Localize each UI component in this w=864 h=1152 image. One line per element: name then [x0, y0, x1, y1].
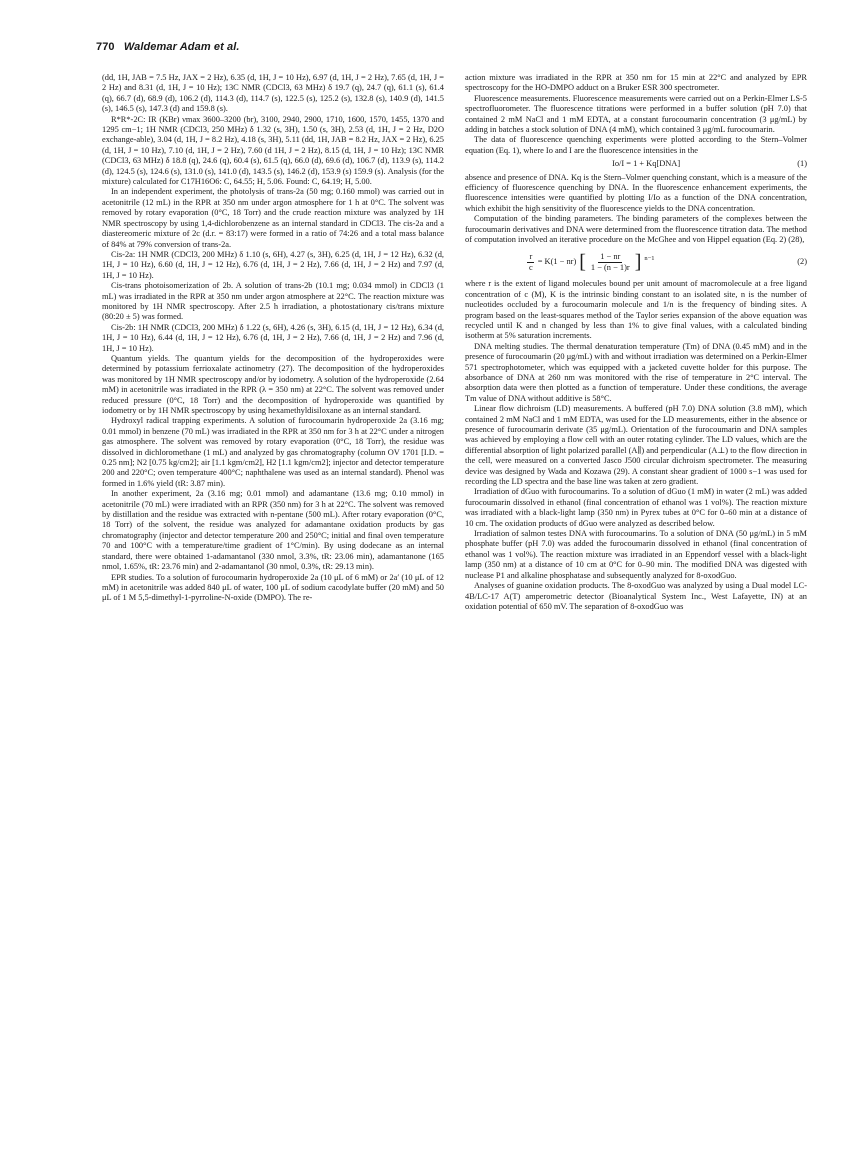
paragraph: In another experiment, 2a (3.16 mg; 0.01 mmol) and adamantane (13.6 mg; 0.10 mmol) in acetonitrile (70 mL) were irradiated with an RPR (350 nm) for 3 h at 22°C. The solvent was removed by distillation and the residue was extracted with n-pentane (500 mL). After rotary evaporation (0°C, 18 Torr) of the solvent, the residue was analyzed for adamantane oxidation products by gas chromatography (injector and detector temperature 200 and 250°C; initial and final oven temperature 70 and 100°C with a temperature/time gradient of 1°C/min). By using dodecane as an internal standard, there were obtained 1-adamantanol (330 nmol, 3.3%, tR: 23.06 min), adamantanone (165 nmol, 1.65%, tR: 23.76 min) and 2-adamantanol (30 nmol, 0.3%, tR: 29.13 min).	[102, 489, 444, 572]
paragraph: Hydroxyl radical trapping experiments. A solution of furocoumarin hydroperoxide 2a (3.16 mg; 0.01 mmol) in benzene (70 mL) was irradiated in the RPR at 350 nm for 3 h at 22°C under a nitrogen gas atmosphere. The solvent was removed by rotary evaporation (0°C, 18 Torr), the residue was dissolved in dichloromethane (1 mL) and analyzed by gas chromatography (column OV 1701 [I.D. = 0.25 nm]; N2 [0.75 kg/cm2]; air [1.1 kgm/cm2], H2 [1.1 kgm/cm2]; injector and detector temperature 200 and 220°C; oven temperature 400°C; naphthalene was used as an internal standard). Phenol was formed in 1.6% yield (tR: 3.87 min).	[102, 416, 444, 488]
paragraph: Quantum yields. The quantum yields for the decomposition of the hydroperoxides were determined by potassium ferrioxalate actinometry (27). The decomposition of the hydroperoxides was monitored by 1H NMR spectroscopy and/or by iodometry. A solution of the hydroperoxide (2.64 mM) in acetonitrile was irradiated in the RPR (λ = 350 nm) at 22°C. The solvent was removed under reduced pressure (0°C, 18 Torr) and the decomposition of hydroperoxide was quantified by iodometry or by 1H NMR spectroscopy by using hexamethyldisiloxane as an internal standard.	[102, 353, 444, 415]
paragraph: Irradiation of salmon testes DNA with furocoumarins. To a solution of DNA (50 μg/mL) in 5 mM phosphate buffer (pH 7.0) was added the furocoumarin dissolved in ethanol (final concentration of ethanol was 1 vol%). The reaction mixture was irradiated in an Eppendorf vessel with a black-light lamp (350 nm) at a distance of 10 cm at 0°C for 0–90 min. The modified DNA was digested with nuclease P1 and alkaline phosphatase and subsequently analyzed for 8-oxodGuo.	[465, 529, 807, 580]
page-number: 770	[96, 41, 115, 53]
paragraph: EPR studies. To a solution of furocoumarin hydroperoxide 2a (10 μL of 6 mM) or 2a′ (10 μL of 12 mM) in acetonitrile was added 840 μL of water, 100 μL of sodium cacodylate buffer (20 mM) and 50 μL of 1 M 5,5-dimethyl-1-pyrroline-N-oxide (DMPO). The re-	[102, 572, 444, 603]
paragraph: absence and presence of DNA. Kq is the Stern–Volmer quenching constant, which is a measure of the efficiency of fluorescence quenching by DNA. In the fluorescence enhancement experiments, the fluorescence intensities were quantified by plotting I/Io as a function of the DNA concentration, which exhibit the high sensitivity of the fluorescence yields to the DNA concentration.	[465, 172, 807, 213]
equation-2: $\frac{r}{c}$ = K(1 − nr) [ $\frac{1 - nr}{1 - (n - 1)r}$ ] $^{n-1}$ (2)	[529, 251, 807, 274]
paragraph: Irradiation of dGuo with furocoumarins. To a solution of dGuo (1 mM) in water (2 mL) was added furocoumarin dissolved in ethanol (final concentration of ethanol was 1 vol%). The reaction mixture was irradiated with a black-light lamp (350 nm) in Pyrex tubes at 0°C for 0–60 min at a distance of 10 cm. The oxidation products of dGuo were analyzed as described below.	[465, 487, 807, 528]
paragraph: DNA melting studies. The thermal denaturation temperature (Tm) of DNA (0.45 mM) and in the presence of furocoumarin (20 μg/mL) with and without irradiation was determined on a Perkin-Elmer 571 spectrophotometer, which was equipped with a jacketed cuvette holder for this purpose. The absorbance of DNA at 260 nm was monitored with the rise of temperature in 2°C interval. The absorption data were then plotted as a function of temperature. Under these conditions, the average Tm value of DNA without additive is 58°C.	[465, 341, 807, 403]
equation-1-expression: Io/I = 1 + Kq[DNA]	[612, 159, 681, 169]
paragraph: action mixture was irradiated in the RPR at 350 nm for 15 min at 22°C and analyzed by EPR spectroscopy for the HO-DMPO adduct on a Bruker ESR 300 spectrometer.	[465, 73, 807, 93]
running-header	[96, 41, 240, 53]
paragraph: The data of fluorescence quenching experiments were plotted according to the Stern–Volmer equation (Eq. 1), where Io and I are the fluorescence intensities in the	[465, 135, 807, 155]
equation-1-number: (1)	[797, 159, 807, 169]
equation-2-exponent: n−1	[644, 254, 655, 262]
equation-2-lhs: $\frac{r}{c}$	[529, 251, 533, 272]
right-column	[465, 73, 807, 612]
paragraph: R*R*-2C: IR (KBr) νmax 3600–3200 (br), 3100, 2940, 2900, 1710, 1600, 1570, 1455, 1370 and 1295 cm−1; 1H NMR (CDCl3, 250 MHz) δ 1.32 (s, 3H), 1.50 (s, 3H), 2.53 (d, 1H, J = 2 Hz, D2O exchange-able), 3.04 (d, 1H, J = 8.2 Hz), 4.18 (s, 3H), 5.11 (dd, 1H, JAB = 8.2 Hz, JAX = 2 Hz), 6.25 (d, 1H, J = 10 Hz), 7.10 (d, 1H, J = 2 Hz), 7.60 (d 1H, J = 2 Hz), 8.15 (d, 1H, J = 10 Hz); 13C NMR (CDCl3, 63 MHz) δ 18.8 (q), 24.6 (q), 60.4 (s), 61.5 (q), 66.0 (d), 69.6 (d), 106.7 (d), 113.9 (s), 114.2 (d), 124.5 (s), 124.6 (s), 131.0 (s), 141.0 (d), 143.5 (s), 146.2 (d), 153.9 (s) 159.9 (s). Analysis (for the mixture) calculated for C17H16O6: C, 64.55; H, 5.06. Found: C, 64.19; H, 5.00.	[102, 114, 444, 187]
paragraph: Linear flow dichroism (LD) measurements. A buffered (pH 7.0) DNA solution (3.8 mM), which contained 2 mM NaCl and 1 mM EDTA, was used for the LD measurements, either in the absence or presence of furocoumarin derivate (35 μg/mL). Orientation of the furocoumarin and DNA samples was achieved by employing a flow cell with an outer rotating cylinder. The LD values, which are the differential absorption of light polarized parallel (A∥) and perpendicular (A⊥) to the flow direction in the cell, were measured on a converted Jasco J500 circular dichroism spectrometer. The measuring device was designed by Wada and Kozawa (29). A constant shear gradient of 1000 s−1 was used for recording the LD spectra and the base line was taken at zero gradient.	[465, 404, 807, 487]
paragraph: Cis-2a: 1H NMR (CDCl3, 200 MHz) δ 1.10 (s, 6H), 4.27 (s, 3H), 6.25 (d, 1H, J = 12 Hz), 6.32 (d, 1H, J = 10 Hz), 6.60 (d, 1H, J = 12 Hz), 6.76 (d, 1H, J = 2 Hz), 7.66 (d, 1H, J = 2 Hz) and 7.97 (d, 1H, J = 10 Hz).	[102, 249, 444, 280]
paragraph: Analyses of guanine oxidation products. The 8-oxodGuo was analyzed by using a Dual model LC-4B/LC-17 A(T) amperometric detector (Bioanalytical System Inc., West Lafayette, IN) at an oxidation potential of 650 mV. The separation of 8-oxodGuo was	[465, 581, 807, 611]
equation-2-fraction: $\frac{1 - nr}{1 - (n - 1)r}$	[590, 251, 630, 272]
paragraph: Cis-2b: 1H NMR (CDCl3, 200 MHz) δ 1.22 (s, 6H), 4.26 (s, 3H), 6.15 (d, 1H, J = 12 Hz), 6.34 (d, 1H, J = 10 Hz), 6.44 (d, 1H, J = 12 Hz), 6.76 (d, 1H, J = 2 Hz), 7.66 (d, 1H, J = 2 Hz) and 7.96 (d, 1H, J = 10 Hz).	[102, 322, 444, 353]
equation-1	[465, 159, 807, 169]
running-author: Waldemar Adam et al.	[123, 41, 240, 53]
left-column	[102, 73, 444, 604]
paragraph: (dd, 1H, JAB = 7.5 Hz, JAX = 2 Hz), 6.35 (d, 1H, J = 10 Hz), 6.97 (d, 1H, J = 2 Hz), 7.65 (d, 1H, J = 2 Hz) and 8.31 (d, 1H, J = 10 Hz); 13C NMR (CDCl3, 63 MHz) δ 19.7 (q), 24.7 (q), 61.1 (s), 61.4 (q), 66.7 (d), 68.9 (d), 106.2 (d), 114.3 (d), 114.7 (s), 122.5 (s), 125.2 (s), 132.8 (s), 140.9 (d), 141.5 (s), 146.5 (s), 147.3 (d) and 159.8 (s).	[102, 73, 444, 114]
equation-2-number: (2)	[797, 257, 807, 267]
paragraph: In an independent experiment, the photolysis of trans-2a (50 mg; 0.160 mmol) was carried out in acetonitrile (12 mL) in the RPR at 350 nm under argon atmosphere for 1 h at 0°C. The solvent was removed by rotary evaporation (0°C, 18 Torr) and the crude reaction mixture was analyzed by 1H NMR spectroscopy by using 1,4-dichlorobenzene as an internal standard in CDCl3. The cis-2a and a diastereomeric mixture of 2c (d.r. = 83:17) were formed in a ratio of 74:26 and a total mass balance of 84% at 79% conversion of trans-2a.	[102, 187, 444, 249]
paragraph: Fluorescence measurements. Fluorescence measurements were carried out on a Perkin-Elmer LS-5 spectrofluorometer. The fluorescence titrations were performed in a buffer solution (pH 7.0) that contained 2 mM NaCl and 1 mM EDTA, at a constant furocoumarin concentration (3 μg/mL) by adding in batches a stock solution of DNA (4 mM), which contained 3 μg/mL furocoumarin.	[465, 93, 807, 135]
paragraph: Computation of the binding parameters. The binding parameters of the complexes between the furocoumarin derivatives and DNA were determined from the fluorescence titration data. The method of computation involved an iterative procedure on the McGhee and von Hippel equation (Eq. 2) (28),	[465, 214, 807, 245]
paragraph: where r is the extent of ligand molecules bound per unit amount of macromolecule at a free ligand concentration of c (M), K is the intrinsic binding constant to an isolated site, n is the number of nucleotides occluded by a furocoumarin molecule and 1/n is the frequency of binding sites. A program based on the least-squares method of the Taylor series expansion of the above equation was recycled until K and n changed by less than 1% to give final values, with a calculated binding isotherm at 5% saturation increments.	[465, 279, 807, 341]
equation-2-middle: = K(1 − nr)	[537, 257, 577, 267]
paragraph: Cis-trans photoisomerization of 2b. A solution of trans-2b (10.1 mg; 0.034 mmol) in CDCl3 (1 mL) was irradiated in the RPR at 350 nm under argon atmosphere at 22°C. The reaction mixture was monitored by 1H NMR spectroscopy. After 2.5 h irradiation, a photostationary cis/trans mixture (80:20 ± 5) was formed.	[102, 281, 444, 322]
